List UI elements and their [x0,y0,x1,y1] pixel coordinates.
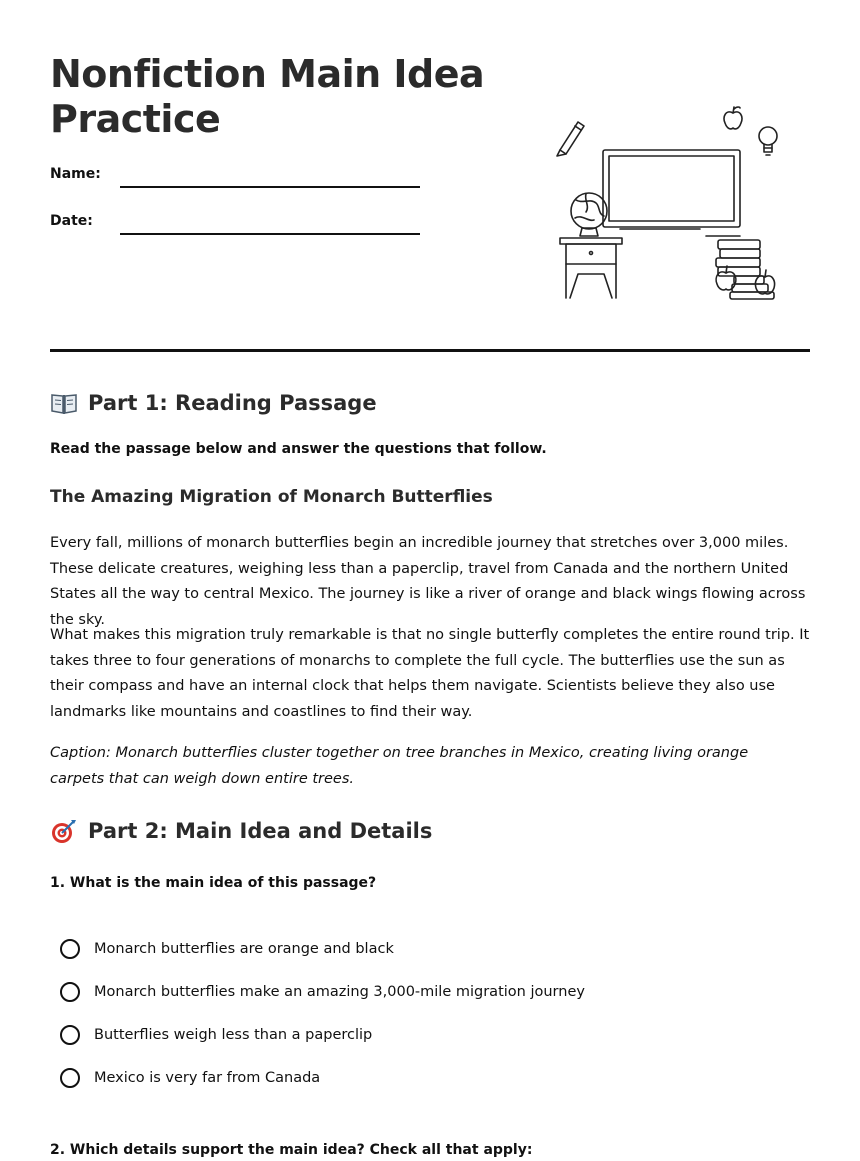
option-label: Butterflies weigh less than a paperclip [94,1027,373,1043]
lightbulb-icon [759,127,777,155]
pencil-icon [557,122,584,156]
title-line-2: Practice [50,97,221,141]
apple-icon [724,107,742,129]
passage-paragraph-2: What makes this migration truly remarkable is that no single butterfly completes the entire round trip. It takes three to four generations of monarchs to complete the full cycle. The butterflies use the sun as their compass and have an internal clock that helps them navigate. Scientists believe they also use landmarks like mountains and coastlines to find their way. [50,627,810,720]
page-title [50,52,484,142]
answer-option[interactable] [60,1068,320,1088]
target-dart-icon [50,818,78,844]
answer-option[interactable] [60,939,394,959]
desk [560,238,622,298]
classroom-illustration [550,100,785,310]
option-label: Mexico is very far from Canada [94,1070,321,1086]
open-book-icon [50,390,78,416]
date-label: Date: [50,213,93,229]
globe-icon [571,193,607,236]
radio-button[interactable] [60,1068,80,1088]
passage-caption: Caption: Monarch butterflies cluster together on tree branches in Mexico, creating living orange carpets that can weigh down entire trees. [50,745,749,787]
answer-option[interactable] [60,982,585,1002]
part2-heading-text: Part 2: Main Idea and Details [88,819,433,843]
title-line-1: Nonfiction Main Idea [50,52,485,96]
chalkboard [603,150,740,229]
radio-button[interactable] [60,982,80,1002]
question-1: 1. What is the main idea of this passage? [50,875,377,891]
name-label: Name: [50,166,101,182]
radio-button[interactable] [60,939,80,959]
books-stack [706,236,774,299]
part1-heading [50,390,377,416]
option-label: Monarch butterflies are orange and black [94,941,394,957]
section-divider [50,349,810,352]
apples [716,266,774,294]
question-2: 2. Which details support the main idea? Check all that apply: [50,1142,533,1158]
date-field[interactable] [120,233,420,235]
passage-title: The Amazing Migration of Monarch Butterflies [50,487,493,507]
answer-option[interactable] [60,1025,372,1045]
radio-button[interactable] [60,1025,80,1045]
name-field[interactable] [120,186,420,188]
part1-heading-text: Part 1: Reading Passage [88,391,377,415]
passage-paragraph-1: Every fall, millions of monarch butterflies begin an incredible journey that stretches over 3,000 miles. These delicate creatures, weighing less than a paperclip, travel from Canada and the northern United States all the way to central Mexico. The journey is like a river of orange and black wings flowing across the sky. [50,535,806,628]
option-label: Monarch butterflies make an amazing 3,000-mile migration journey [94,984,585,1000]
instruction-text: Read the passage below and answer the questions that follow. [50,441,547,457]
part2-heading [50,818,432,844]
